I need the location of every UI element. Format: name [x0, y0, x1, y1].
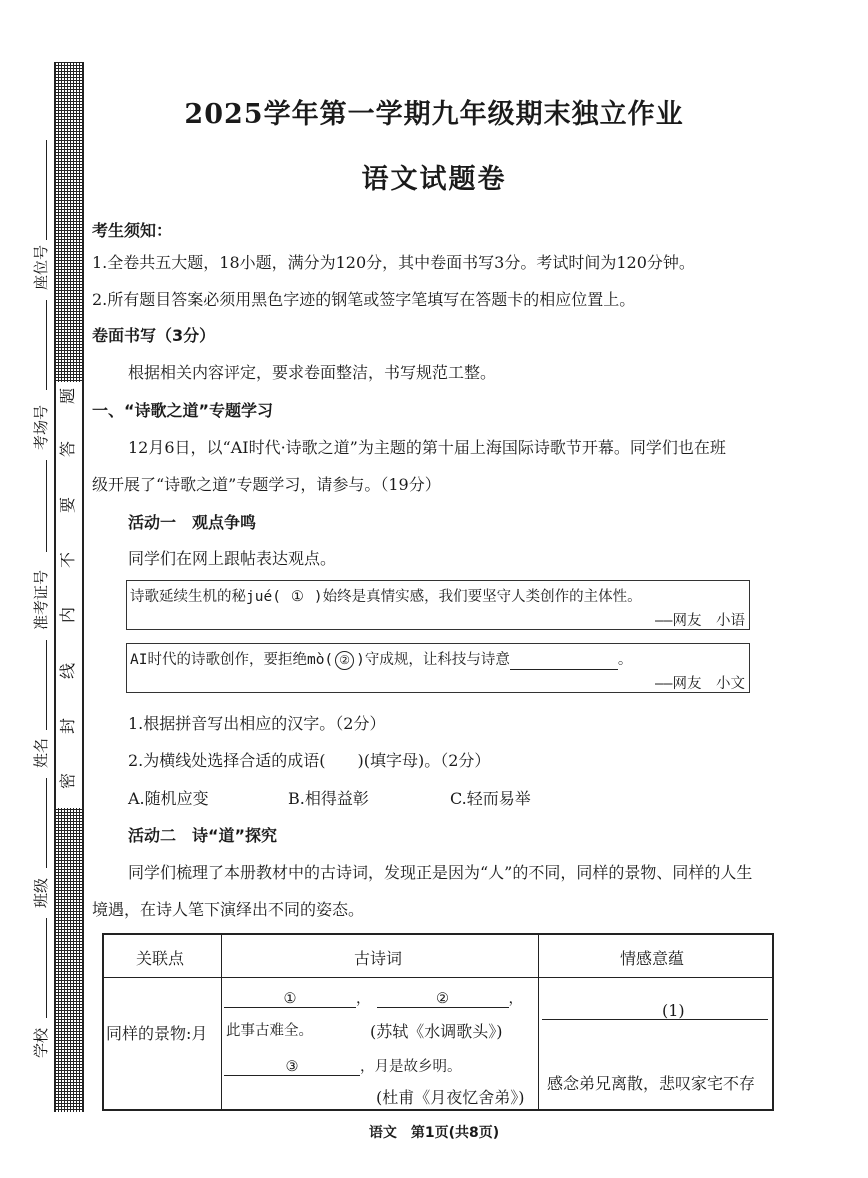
blank-marker: ①	[290, 589, 304, 605]
exam-room-label: 考场号	[32, 404, 50, 450]
admission-number-line[interactable]	[46, 460, 47, 552]
school-label: 学校	[32, 1027, 50, 1058]
emotion-text: 感念弟兄离散，悲叹家宅不存	[547, 1074, 756, 1093]
activity-heading: 活动二 诗“道”探究	[128, 826, 278, 845]
table-row-label: 同样的景物:月	[106, 1024, 208, 1043]
answer-blank[interactable]: ①	[224, 991, 356, 1008]
post-text: 诗歌延续生机的秘jué(	[130, 589, 281, 605]
seal-char: 线	[58, 663, 77, 680]
seal-char: 题	[58, 388, 77, 405]
section-intro: 12月6日，以“AI时代·诗歌之道”为主题的第十届上海国际诗歌节开幕。同学们也在班	[128, 438, 726, 457]
seal-char: 内	[58, 607, 77, 624]
poem-line: ，月是故乡明。	[360, 1059, 462, 1075]
handwriting-text: 根据相关内容评定，要求卷面整洁，书写规范工整。	[128, 363, 497, 382]
seat-number-label: 座位号	[32, 244, 50, 290]
poem-source: (苏轼《水调歌头》)	[370, 1022, 503, 1041]
answer-blank[interactable]	[510, 653, 618, 670]
question: 2.为横线处选择合适的成语( )(填字母)。（2分）	[128, 751, 491, 770]
post-signature: ——网友 小语	[655, 613, 745, 629]
admission-number-label: 准考证号	[32, 569, 50, 630]
activity-intro: 同学们在网上跟帖表达观点。	[128, 549, 337, 568]
poem-source: (杜甫《月夜忆舍弟》)	[376, 1088, 525, 1107]
seal-char: 答	[58, 441, 77, 458]
school-line[interactable]	[46, 918, 47, 1018]
table-header: 关联点	[136, 949, 185, 968]
poem-line: 此事古难全。	[226, 1023, 313, 1039]
option-a: A.随机应变	[128, 789, 209, 808]
seal-char: 要	[58, 497, 77, 514]
activity-intro: 同学们梳理了本册教材中的古诗词，发现正是因为“人”的不同，同样的景物、同样的人生	[128, 863, 753, 882]
option-b: B.相得益彰	[288, 789, 369, 808]
activity-heading: 活动一 观点争鸣	[128, 513, 257, 532]
seal-char: 密	[58, 773, 77, 790]
handwriting-heading: 卷面书写（3分）	[92, 326, 216, 345]
answer-blank[interactable]: ②	[377, 991, 509, 1008]
forum-post	[126, 580, 750, 630]
notice-item: 2.所有题目答案必须用黑色字迹的钢笔或签字笔填写在答题卡的相应位置上。	[92, 290, 636, 309]
poetry-table: 关联点 古诗词 情感意蕴 同样的景物:月 ① ， ② ， 此事古难全。 (苏轼《水调歌头》) ③ ，月是故乡明。 (杜甫《月夜忆舍弟》) (1) 感念弟兄离散，悲叹家宅不存	[102, 933, 774, 1111]
exam-room-line[interactable]	[46, 300, 47, 390]
emotion-blank[interactable]: (1)	[662, 1001, 685, 1020]
name-line[interactable]	[46, 640, 47, 730]
notice-heading: 考生须知：	[92, 221, 173, 240]
class-line[interactable]	[46, 778, 47, 868]
option-c: C.轻而易举	[450, 789, 531, 808]
seal-char: 不	[58, 552, 77, 569]
post-text: 。	[617, 652, 633, 668]
post-text: )始终是真情实感，我们要坚守人类创作的主体性。	[313, 589, 642, 605]
table-header: 情感意蕴	[620, 949, 685, 968]
answer-blank[interactable]: ③	[224, 1059, 360, 1076]
page-title: 2025学年第一学期九年级期末独立作业	[184, 99, 684, 130]
post-text: AI时代的诗歌创作，要拒绝mò(	[130, 652, 334, 668]
forum-post	[126, 643, 750, 693]
blank-marker: ②	[335, 651, 354, 670]
activity-intro: 境遇，在诗人笔下演绎出不同的姿态。	[92, 900, 365, 919]
section-heading: 一、“诗歌之道”专题学习	[92, 401, 274, 420]
question: 1.根据拼音写出相应的汉字。（2分）	[128, 714, 386, 733]
notice-item: 1.全卷共五大题，18小题，满分为120分，其中卷面书写3分。考试时间为120分钟。	[92, 253, 695, 272]
section-intro: 级开展了“诗歌之道”专题学习，请参与。（19分）	[92, 475, 441, 494]
page-subtitle: 语文试题卷	[361, 164, 507, 195]
post-signature: ——网友 小文	[655, 676, 745, 692]
page-footer: 语文 第1页(共8页)	[368, 1125, 500, 1141]
table-header: 古诗词	[354, 949, 403, 968]
name-label: 姓名	[32, 737, 50, 768]
class-label: 班级	[32, 877, 50, 908]
post-text: )守成规，让科技与诗意	[356, 652, 510, 668]
seal-char: 封	[58, 718, 77, 735]
